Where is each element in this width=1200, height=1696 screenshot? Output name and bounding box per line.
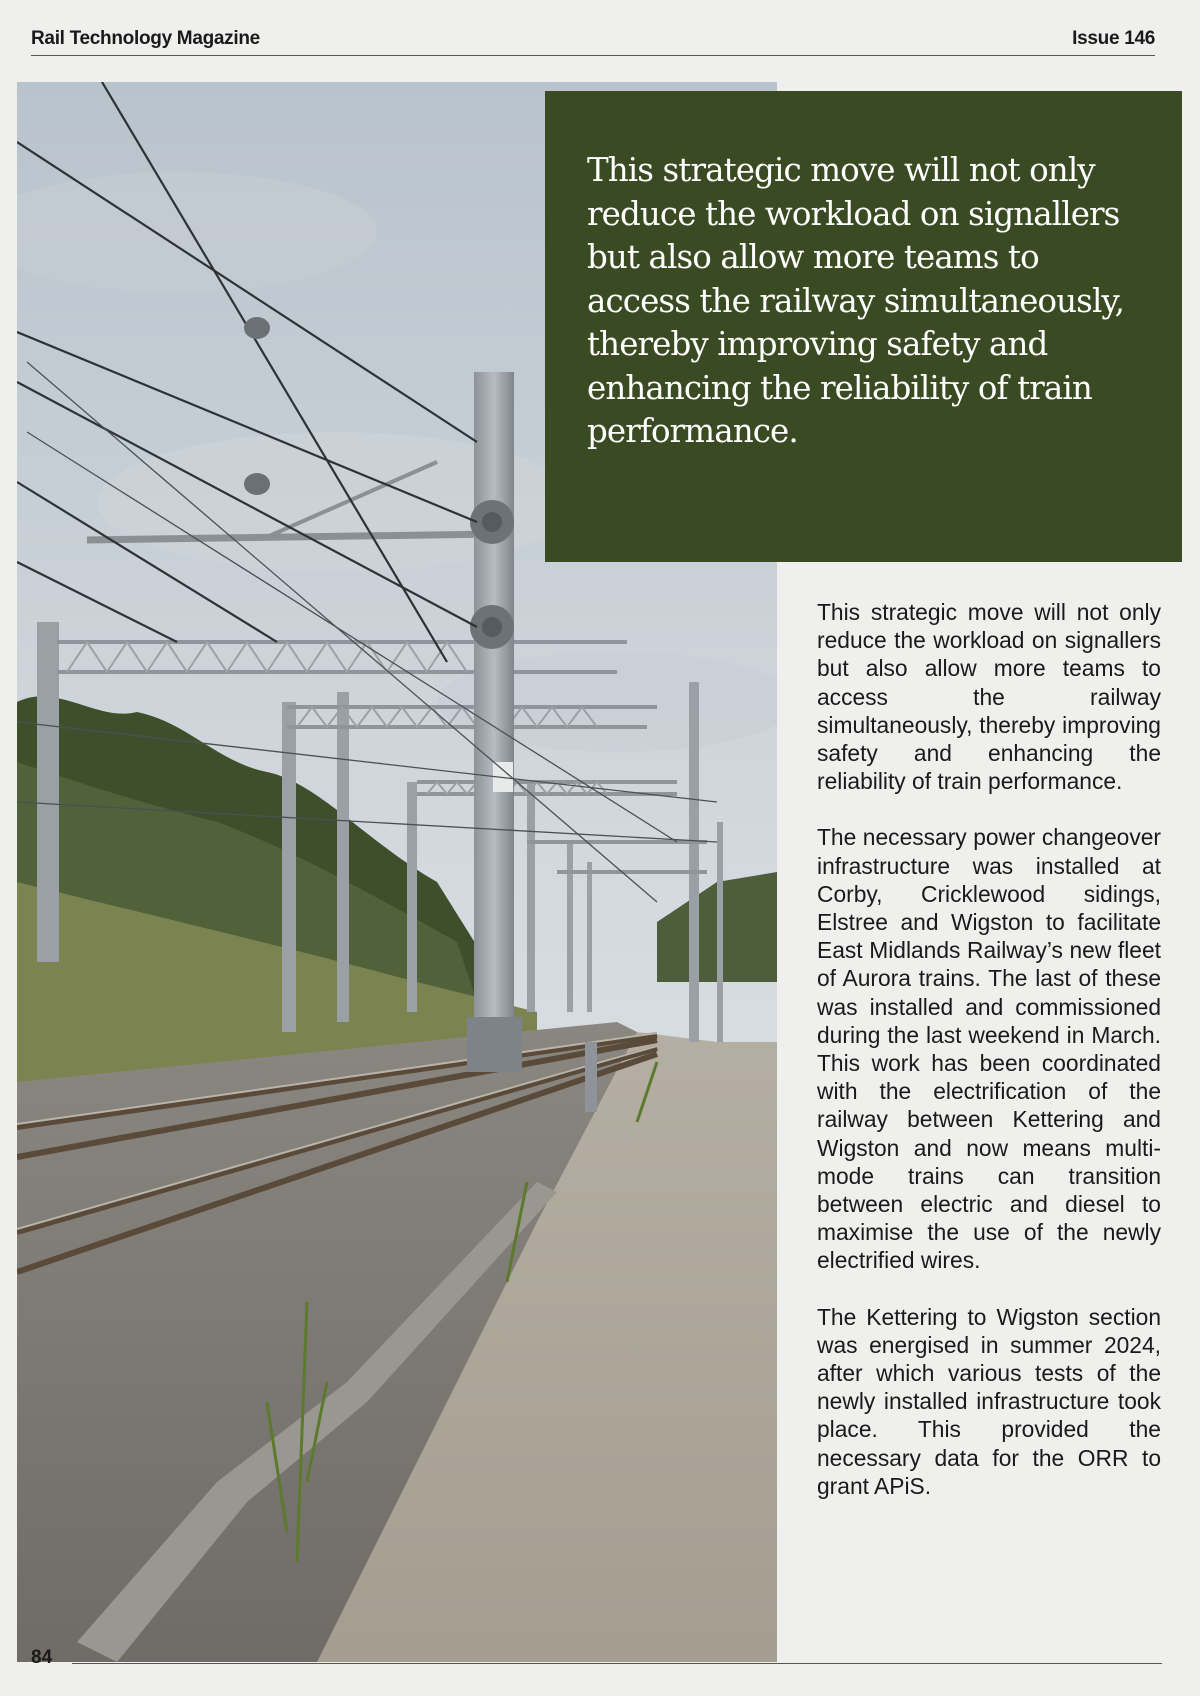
body-paragraph: This strategic move will not only reduce the workload on signallers but also allow more teams to access the railway simultaneously, thereby improving safety and enhancing the reliability of train performance. [817,599,1161,795]
publication-title: Rail Technology Magazine [31,28,260,49]
body-paragraph: The Kettering to Wigston section was energised in summer 2024, after which various tests of the newly installed infrastructure took place. This provided the necessary data for the ORR to grant APiS. [817,1303,1161,1499]
footer-divider [72,1663,1162,1664]
pull-quote: This strategic move will not only reduce the workload on signallers but also allow more teams to access the railway simultaneously, thereby improving safety and enhancing the reliability of train performance. [587,151,1125,450]
pull-quote-box [545,91,1182,562]
article-body [817,598,1161,1528]
page-number: 84 [31,1647,53,1668]
body-paragraph: The necessary power changeover infrastructure was installed at Corby, Cricklewood sidings, Elstree and Wigston to facilitate East Midlands Railway’s new fleet of Aurora trains. The last of these was installed and commissioned during the last weekend in March. This work has been coordinated with the electrification of the railway between Kettering and Wigston and now means multi-mode trains can transition between electric and diesel to maximise the use of the newly electrified wires. [817,824,1161,1274]
issue-number: Issue 146 [1072,28,1155,49]
header-divider [31,55,1155,56]
